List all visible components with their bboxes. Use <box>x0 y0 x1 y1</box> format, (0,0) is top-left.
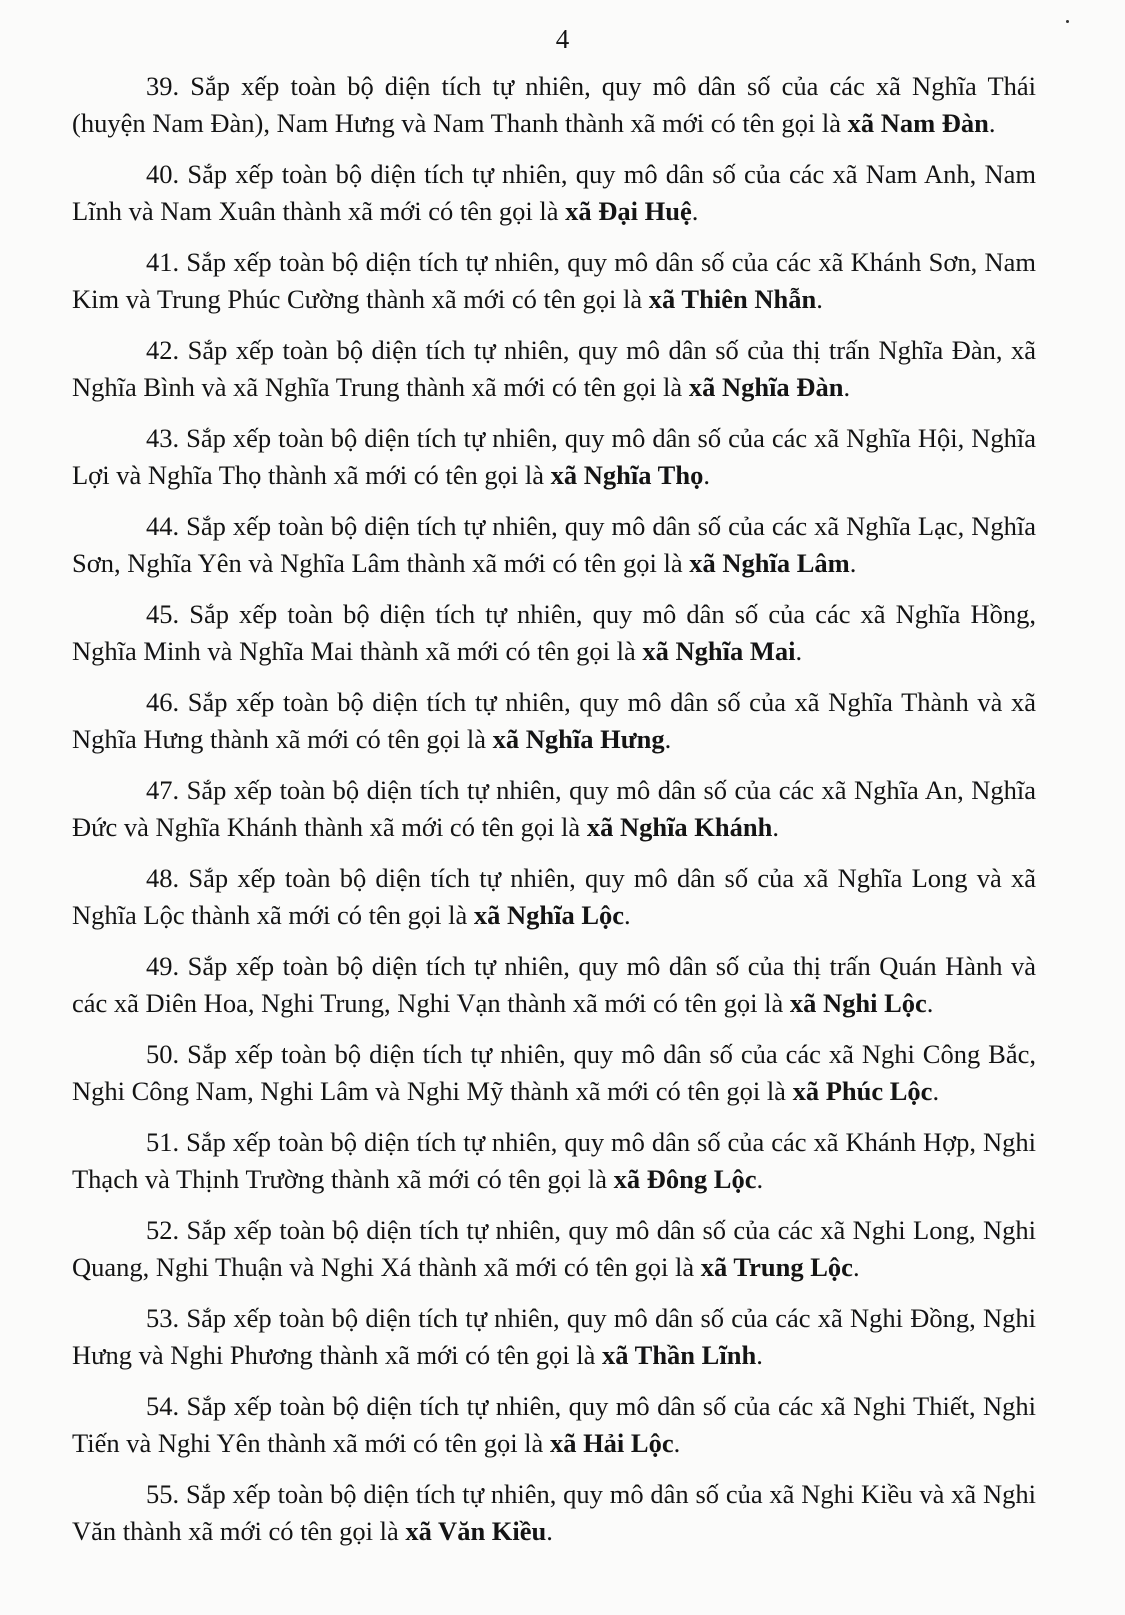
list-item <box>72 1124 1036 1197</box>
item-new-name: xã Thiên Nhẫn <box>648 283 817 314</box>
item-new-name: xã Nghi Lộc <box>789 987 927 1018</box>
item-end: . <box>849 547 857 578</box>
item-number: 49. <box>146 951 180 981</box>
item-end: . <box>691 195 699 226</box>
list-item <box>72 508 1036 581</box>
item-new-name: xã Nghĩa Thọ <box>550 459 704 490</box>
list-item <box>72 684 1036 757</box>
item-number: 47. <box>146 775 180 805</box>
item-number: 44. <box>146 511 180 541</box>
list-item <box>72 948 1036 1021</box>
item-new-name: xã Nghĩa Lộc <box>473 899 625 930</box>
item-text: Sắp xếp toàn bộ diện tích tự nhiên, quy mô dân số của xã Nghĩa Thành và xã Nghĩa Hưng thành xã mới có tên gọi là <box>72 687 1037 754</box>
item-new-name: xã Đông Lộc <box>613 1163 757 1194</box>
item-new-name: xã Nghĩa Đàn <box>688 371 844 402</box>
item-number: 55. <box>146 1479 180 1509</box>
list-item <box>72 420 1036 493</box>
scan-dot-mark <box>1066 20 1069 23</box>
item-new-name: xã Phúc Lộc <box>792 1075 933 1106</box>
item-end: . <box>756 1163 764 1194</box>
item-text: Sắp xếp toàn bộ diện tích tự nhiên, quy mô dân số của các xã Nghi Đồng, Nghi Hưng và Nghi Phương thành xã mới có tên gọi là <box>72 1303 1036 1370</box>
item-text: Sắp xếp toàn bộ diện tích tự nhiên, quy mô dân số của các xã Khánh Sơn, Nam Kim và Trung Phúc Cường thành xã mới có tên gọi là <box>72 247 1037 314</box>
item-new-name: xã Nghĩa Khánh <box>586 811 773 842</box>
item-number: 39. <box>146 71 180 101</box>
item-new-name: xã Thần Lĩnh <box>602 1339 757 1370</box>
item-end: . <box>624 899 631 930</box>
item-new-name: xã Văn Kiều <box>405 1515 547 1546</box>
item-text: Sắp xếp toàn bộ diện tích tự nhiên, quy mô dân số của các xã Nghĩa An, Nghĩa Đức và Nghĩa Khánh thành xã mới có tên gọi là <box>72 775 1037 842</box>
item-text: Sắp xếp toàn bộ diện tích tự nhiên, quy mô dân số của các xã Nghĩa Lạc, Nghĩa Sơn, Nghĩa Yên và Nghĩa Lâm thành xã mới có tên gọi là <box>72 511 1037 578</box>
item-end: . <box>926 987 934 1018</box>
item-new-name: xã Trung Lộc <box>700 1251 853 1282</box>
item-number: 53. <box>146 1303 180 1333</box>
list-item <box>72 1300 1036 1373</box>
item-end: . <box>852 1251 860 1282</box>
item-number: 46. <box>146 687 180 717</box>
item-end: . <box>932 1075 940 1106</box>
list-item <box>72 1036 1036 1109</box>
item-number: 48. <box>146 863 180 893</box>
item-text: Sắp xếp toàn bộ diện tích tự nhiên, quy mô dân số của thị trấn Quán Hành và các xã Diên Hoa, Nghi Trung, Nghi Vạn thành xã mới có tên gọi là <box>72 951 1036 1018</box>
item-number: 41. <box>146 247 180 277</box>
list-item <box>72 68 1036 141</box>
item-number: 42. <box>146 335 180 365</box>
list-item <box>72 332 1036 405</box>
item-end: . <box>546 1515 553 1546</box>
item-end: . <box>703 459 710 490</box>
item-end: . <box>988 107 996 138</box>
item-text: Sắp xếp toàn bộ diện tích tự nhiên, quy mô dân số của xã Nghĩa Long và xã Nghĩa Lộc thành xã mới có tên gọi là <box>72 863 1036 930</box>
item-end: . <box>795 635 803 666</box>
item-new-name: xã Đại Huệ <box>565 195 692 226</box>
item-text: Sắp xếp toàn bộ diện tích tự nhiên, quy mô dân số của các xã Khánh Hợp, Nghi Thạch và Thịnh Trường thành xã mới có tên gọi là <box>72 1127 1036 1194</box>
list-item <box>72 1212 1036 1285</box>
item-text: Sắp xếp toàn bộ diện tích tự nhiên, quy mô dân số của xã Nghi Kiều và xã Nghi Văn thành xã mới có tên gọi là <box>72 1479 1036 1546</box>
item-new-name: xã Nam Đàn <box>847 107 989 138</box>
article-list <box>72 68 1036 1564</box>
item-new-name: xã Hải Lộc <box>549 1427 674 1458</box>
list-item <box>72 860 1036 933</box>
item-number: 45. <box>146 599 180 629</box>
page-number: 4 <box>555 24 570 54</box>
item-text: Sắp xếp toàn bộ diện tích tự nhiên, quy mô dân số của các xã Nghi Công Bắc, Nghi Công Nam, Nghi Lâm và Nghi Mỹ thành xã mới có tên gọi là <box>72 1039 1036 1106</box>
item-end: . <box>843 371 851 402</box>
item-number: 51. <box>146 1127 180 1157</box>
list-item <box>72 772 1036 845</box>
item-end: . <box>756 1339 763 1370</box>
item-number: 52. <box>146 1215 180 1245</box>
item-number: 50. <box>146 1039 180 1069</box>
item-new-name: xã Nghĩa Hưng <box>492 723 665 754</box>
list-item <box>72 244 1036 317</box>
item-text: Sắp xếp toàn bộ diện tích tự nhiên, quy mô dân số của các xã Nam Anh, Nam Lĩnh và Nam Xuân thành xã mới có tên gọi là <box>72 159 1037 226</box>
item-number: 54. <box>146 1391 180 1421</box>
list-item <box>72 156 1036 229</box>
item-text: Sắp xếp toàn bộ diện tích tự nhiên, quy mô dân số của các xã Nghĩa Thái (huyện Nam Đàn), Nam Hưng và Nam Thanh thành xã mới có tên gọi là <box>72 71 1037 138</box>
item-text: Sắp xếp toàn bộ diện tích tự nhiên, quy mô dân số của thị trấn Nghĩa Đàn, xã Nghĩa Bình và xã Nghĩa Trung thành xã mới có tên gọi là <box>72 335 1036 402</box>
list-item <box>72 1388 1036 1461</box>
item-number: 43. <box>146 423 180 453</box>
item-end: . <box>673 1427 681 1458</box>
item-end: . <box>816 283 823 314</box>
item-new-name: xã Nghĩa Mai <box>642 635 796 666</box>
item-new-name: xã Nghĩa Lâm <box>689 547 850 578</box>
item-text: Sắp xếp toàn bộ diện tích tự nhiên, quy mô dân số của các xã Nghi Long, Nghi Quang, Nghi Thuận và Nghi Xá thành xã mới có tên gọi là <box>72 1215 1037 1282</box>
item-end: . <box>772 811 780 842</box>
item-end: . <box>664 723 672 754</box>
item-number: 40. <box>146 159 180 189</box>
list-item <box>72 1476 1036 1549</box>
item-text: Sắp xếp toàn bộ diện tích tự nhiên, quy mô dân số của các xã Nghĩa Hội, Nghĩa Lợi và Nghĩa Thọ thành xã mới có tên gọi là <box>72 423 1037 490</box>
item-text: Sắp xếp toàn bộ diện tích tự nhiên, quy mô dân số của các xã Nghi Thiết, Nghi Tiến và Nghi Yên thành xã mới có tên gọi là <box>72 1391 1036 1458</box>
list-item <box>72 596 1036 669</box>
item-text: Sắp xếp toàn bộ diện tích tự nhiên, quy mô dân số của các xã Nghĩa Hồng, Nghĩa Minh và Nghĩa Mai thành xã mới có tên gọi là <box>72 599 1037 666</box>
